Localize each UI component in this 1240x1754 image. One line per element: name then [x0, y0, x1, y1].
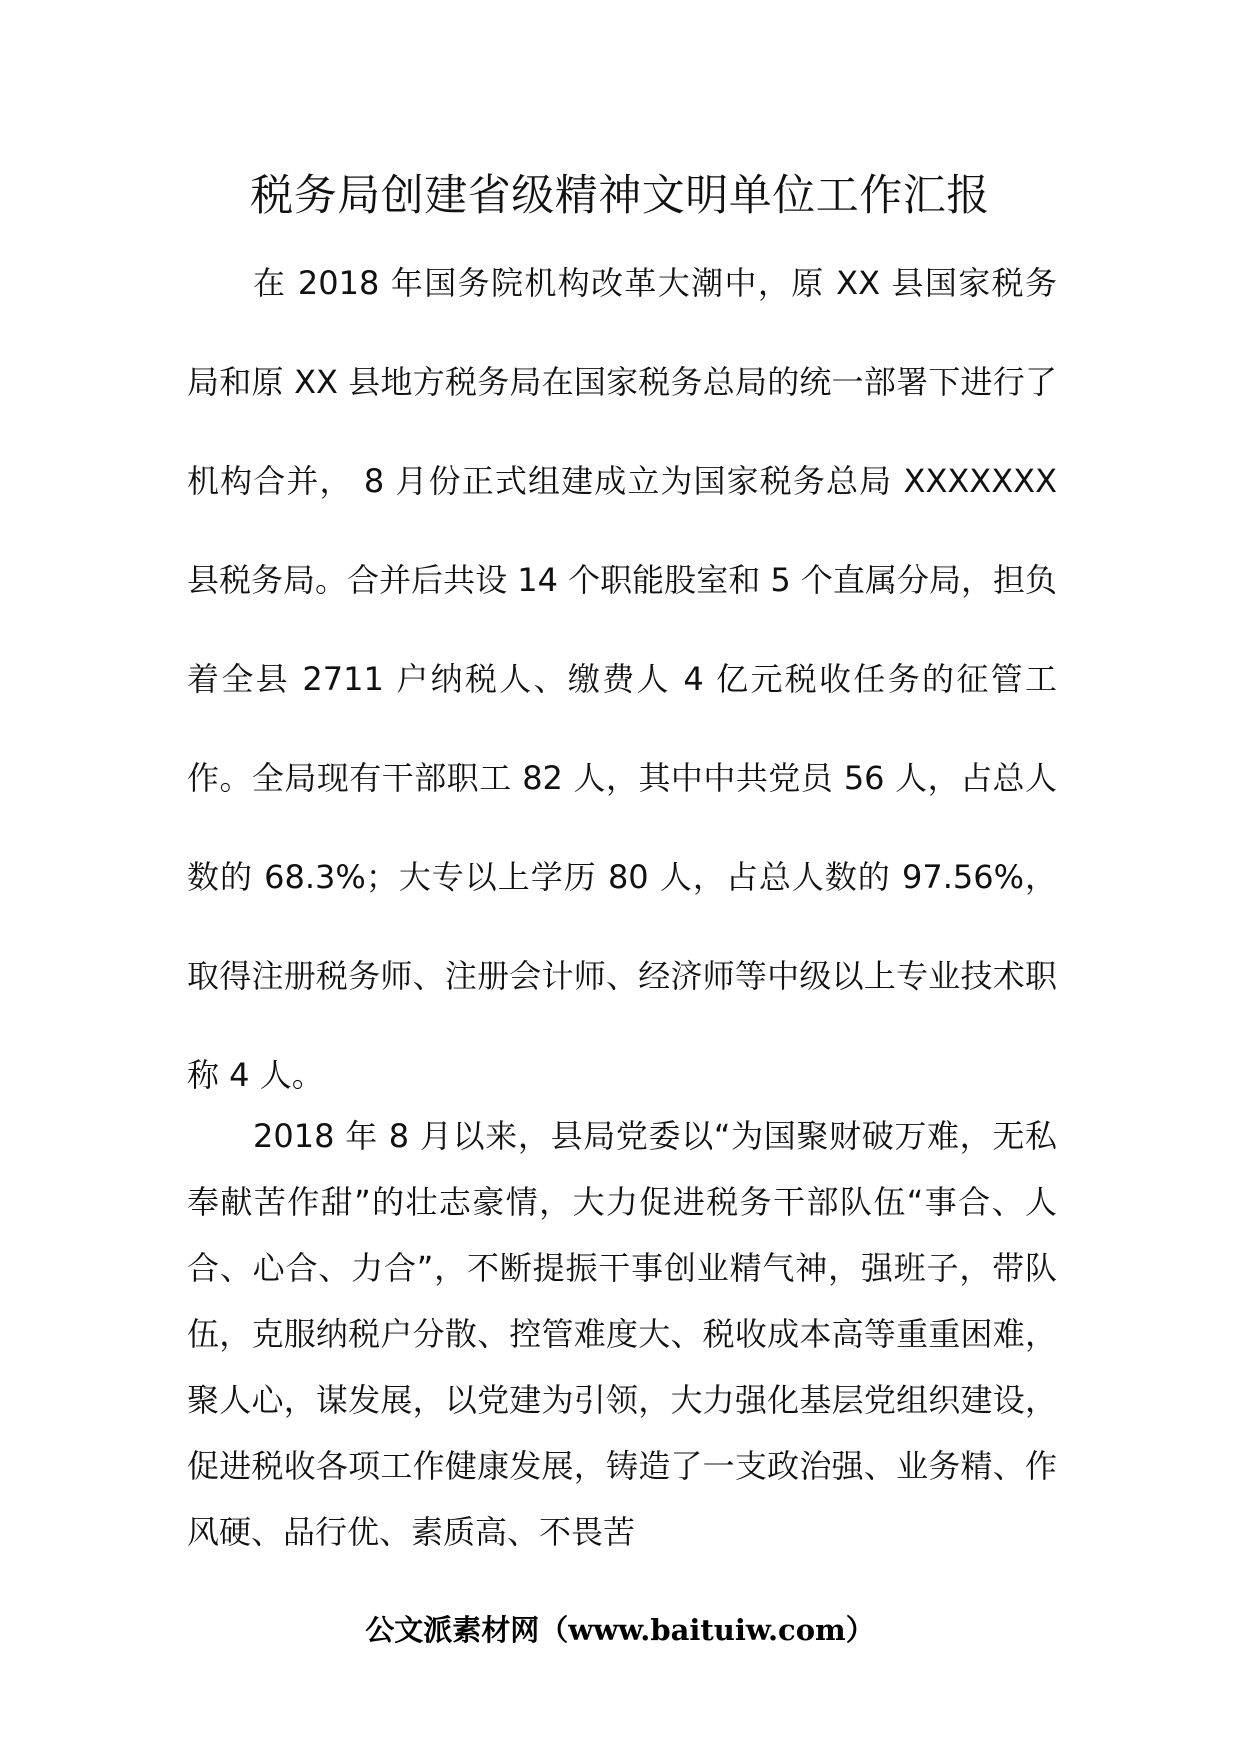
source-footer: 公文派素材网（www.baituiw.com） [365, 1613, 875, 1647]
paragraph-intro: 在 2018 年国务院机构改革大潮中，原 XX 县国家税务局和原 XX 县地方税务局在国家税务总局的统一部署下进行了机构合并， 8 月份正式组建成立为国家税务总局 XXXXXXX 县税务局。合并后共设 14 个职能股室和 5 个直属分局，担负着全县 2711 户纳税人、缴费人 4 亿元税收任务的征管工作。全局现有干部职工 82 人，其中中共党员 56 人，占总人数的 68.3%；大专以上学历 80 人，占总人数的 97.56%，取得注册税务师、注册会计师、经济师等中级以上专业技术职称 4 人。 [187, 264, 1057, 1094]
paragraph-summary: 2018 年 8 月以来，县局党委以“为国聚财破万难，无私奉献苦作甜”的壮志豪情，大力促进税务干部队伍“事合、人合、心合、力合”，不断提振干事创业精气神，强班子，带队伍，克服纳税户分散、控管难度大、税收成本高等重重困难，聚人心，谋发展，以党建为引领，大力强化基层党组织建设，促进税收各项工作健康发展，铸造了一支政治强、业务精、作风硬、品行优、素质高、不畏苦 [187, 1117, 1057, 1551]
document-title: 税务局创建省级精神文明单位工作汇报 [250, 171, 990, 221]
